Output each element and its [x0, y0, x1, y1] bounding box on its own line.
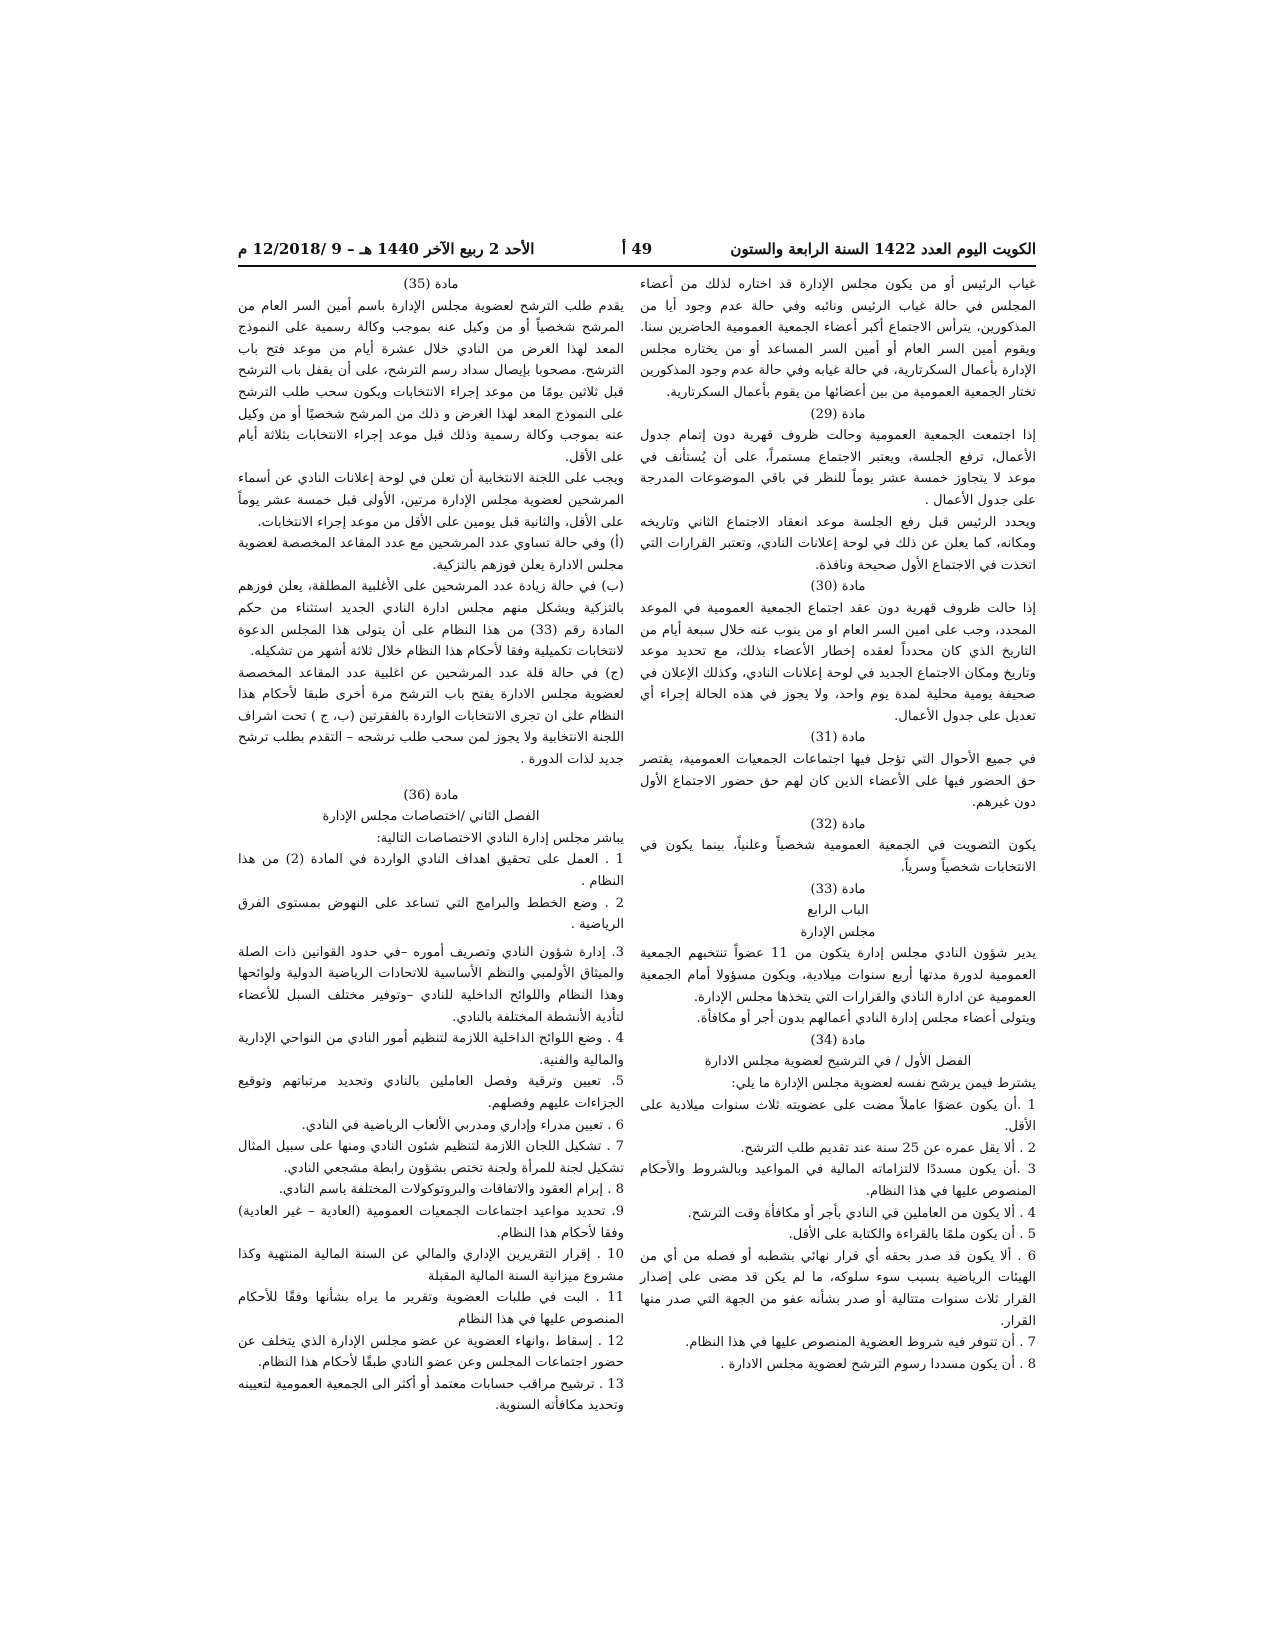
section-one-heading: الفصل الأول / في الترشيح لعضوية مجلس الادارة [704, 1054, 972, 1070]
powers-intro: يباشر مجلس إدارة النادي الاختصاصات التالية: [376, 830, 624, 846]
article-33-heading: مادة (33) [810, 881, 866, 897]
header-issue-info: الكويت اليوم العدد 1422 السنة الرابعة والستون [730, 240, 1036, 258]
paragraph-article-29: إذا اجتمعت الجمعية العمومية وحالت ظروف قهرية دون إتمام جدول الأعمال، ترفع الجلسة، ويعتبر الاجتماع مستمراً، على أن يُستأنف في موعد لا يتجاوز خمسة عشر يوماً للنظر في باقي الموضوعات المدرجة على جدول الأعمال . [640, 428, 1036, 508]
power-item: 3. إدارة شؤون النادي وتصريف أموره –في حدود القوانين ذات الصلة والميثاق الأولمبي والنظم الأساسية للاتحادات الرياضية الدولية ولوائحها وهذا النظام واللوائح الداخلية للنادي –وتوفير مختلف السبل للأعضاء لتأدية الأنشطة المختلفة بالنادي. [238, 944, 624, 1025]
paragraph-article-31: في جميع الأحوال التي تؤجل فيها اجتماعات الجمعيات العمومية، يقتصر حق الحضور فيها على الأعضاء الذين كان لهم حق حضور الاجتماع الأول دون غيرهم. [640, 752, 1036, 811]
power-item: 8 . إبرام العقود والاتفاقات والبروتوكولات المختلفة باسم النادي. [278, 1182, 624, 1198]
paragraph-board-unpaid: ويتولى أعضاء مجلس إدارة النادي أعمالهم بدون أجر أو مكافأة. [696, 1011, 1036, 1027]
power-item: 5. تعيين وترقية وفصل العاملين بالنادي وتحديد مرتباتهم وتوقيع الجزاءات عليهم وفصلهم. [238, 1074, 624, 1111]
page-header [238, 240, 1036, 266]
paragraph-session-adjournment: ويحدد الرئيس قبل رفع الجلسة موعد انعقاد الاجتماع الثاني وتاريخه ومكانه، كما يعلن عن ذلك في لوحة إعلانات النادي، وتعتبر القرارات التي اتخذت في الاجتماع الأول صحيحة ونافذة. [640, 514, 1036, 573]
condition-item: 3 .أن يكون مسددًا لالتزاماته المالية في المواعيد وبالشروط والأحكام المنصوص عليها في هذا النظام. [640, 1162, 1036, 1199]
header-date: الأحد 2 ربيع الآخر 1440 هـ – 9 /12/2018 م [238, 240, 535, 258]
power-item: 11 . البت في طلبات العضوية وتقرير ما يراه بشأنها وفقًا للأحكام المنصوص عليها في هذا النظام [238, 1290, 624, 1327]
power-item: 12 . إسقاط ،وانهاء العضوية عن عضو مجلس الإدارة الذي يتخلف عن حضور اجتماعات المجلس وعن عضو النادي طبقًا لأحكام هذا النظام. [238, 1333, 624, 1371]
power-item: 7 . تشكيل اللجان اللازمة لتنظيم شئون النادي ومنها على سبيل المثال تشكيل لجنة للمرأة ولجنة تختص بشؤون رابطة مشجعي النادي. [238, 1139, 624, 1176]
paragraph-clause-a: (أ) وفي حالة تساوي عدد المرشحين مع عدد المقاعد المخصصة لعضوية مجلس الادارة يعلن فوزهم بالتزكية. [238, 536, 624, 573]
power-item: 1 . العمل على تحقيق اهداف النادي الواردة في المادة (2) من هذا النظام . [238, 852, 624, 890]
article-31-heading: مادة (31) [810, 730, 866, 746]
article-35-heading: مادة (35) [403, 277, 459, 292]
chapter-four-heading: الباب الرابع [807, 903, 869, 919]
condition-item: 2 . ألا يقل عمره عن 25 سنة عند تقديم طلب الترشح. [740, 1140, 1036, 1156]
paragraph-chairman-absence: غياب الرئيس أو من يكون مجلس الإدارة قد اختاره لذلك من أعضاء المجلس في حالة غياب الرئيس ونائبه وفي حالة عدم وجود أيا من المذكورين، يترأس الاجتماع أكبر أعضاء الجمعية العمومية الحاضرين سنا. ويقوم أمين السر العام أو أمين السر المساعد أو من يختاره مجلس الإدارة بأعمال السكرتارية، في حالة غيابه وفي حالة عدم وجود المذكورين تختار الجمعية العمومية من بين أعضائها من يقوم بأعمال السكرتارية. [640, 277, 1036, 400]
power-item: 6 . تعيين مدراء وإداري ومدربي الألعاب الرياضية في النادي. [301, 1117, 624, 1133]
condition-item: 6 . ألا يكون قد صدر بحقه أي قرار نهائي بشطبه أو فصله من أي من الهيئات الرياضية بسبب سوء سلوكه، ما لم يكن قد مضى على إصدار القرار ثلاث سنوات متتالية أو صدر بشأنه عفو من الجهة التي صدر منها القرار. [640, 1248, 1036, 1329]
condition-item: 8 . أن يكون مسددا رسوم الترشح لعضوية مجلس الادارة . [720, 1356, 1036, 1372]
header-page-number: 49 أ [621, 240, 653, 258]
power-item: 13 . ترشيح مراقب حسابات معتمد أو أكثر الى الجمعية العمومية لتعيينه وتحديد مكافأته السنوية. [238, 1376, 624, 1414]
board-heading: مجلس الإدارة [800, 924, 876, 940]
condition-item: 7 . أن تتوفر فيه شروط العضوية المنصوص عليها في هذا النظام. [685, 1335, 1036, 1351]
article-30-heading: مادة (30) [810, 579, 866, 595]
paragraph-clause-c: (ج) في حالة قلة عدد المرشحين عن اغلبية عدد المقاعد المخصصة لعضوية مجلس الادارة يفتح باب الترشح مرة أخرى طبقا لأحكام هذا النظام على ان تجرى الانتخابات الواردة بالفقرتين (ب، ج ) تحت اشراف اللجنة الانتخابية ولا يجوز لمن سحب طلب ترشحه – التقدم بطلب ترشح جديد لذات الدورة . [238, 665, 624, 768]
power-item: 9. تحديد مواعيد اجتماعات الجمعيات العمومية (العادية – غير العادية) وفقا لأحكام هذا النظام. [238, 1203, 624, 1241]
article-34-heading: مادة (34) [810, 1032, 866, 1048]
left-column [238, 274, 624, 1417]
paragraph-article-35: يقدم طلب الترشح لعضوية مجلس الإدارة باسم أمين السر العام من المرشح شخصياً أو من وكيل عنه بموجب وكالة رسمية على النموذج المعد لهذا الغرض من النادي خلال عشرة أيام من موعد فتح باب الترشح. مصحوبا بإيصال سداد رسم الترشح، على أن يقفل باب الترشح قبل ثلاثين يومًا من موعد إجراء الانتخابات ويكون سحب طلب الترشح على النموذج المعد لهذا الغرض و ذلك من المرشح شخصيًا أو من وكيل عنه بموجب وكالة رسمية وذلك قبل موعد إجراء الانتخابات بثلاثة أيام على الأقل. [238, 298, 624, 465]
power-item: 4 . وضع اللوائح الداخلية اللازمة لتنظيم أمور النادي من النواحي الإدارية والمالية والفنية. [238, 1031, 624, 1068]
conditions-intro: يشترط فيمن يرشح نفسه لعضوية مجلس الإدارة ما يلي: [731, 1075, 1036, 1091]
paragraph-article-30: إذا حالت ظروف قهرية دون عقد اجتماع الجمعية العمومية في الموعد المحدد، وجب على امين السر العام او من ينوب عنه خلال سبعة أيام من التاريخ الذي كان محدداً لعقده إخطار الأعضاء بذلك، مع تحديد موعد وتاريخ ومكان الاجتماع الجديد في لوحة إعلانات النادي، وكذلك الإعلان في صحيفة يومية محلية لمدة يوم واحد، ولا يجوز في هذه الحالة إجراء أي تعديل على جدول الأعمال. [640, 600, 1036, 724]
article-32-heading: مادة (32) [810, 816, 866, 832]
paragraph-clause-b: (ب) في حالة زيادة عدد المرشحين على الأغلبية المطلقة، يعلن فوزهم بالتزكية ويشكل منهم مجلس ادارة النادي الجديد استثناء من حكم المادة رقم (33) من هذا النظام على أن يتولى هذا المجلس الدعوة لانتخابات تكميلية وفقا لأحكام هذا النظام خلال ثلاثة أشهر من تشكيله. [238, 579, 624, 660]
paragraph-article-32: يكون التصويت في الجمعية العمومية شخصياً وعلنياً، بينما يكون في الانتخابات شخصياً وسرياً. [640, 838, 1036, 876]
condition-item: 5 . أن يكون ملمًا بالقراءة والكتابة على الأقل. [788, 1227, 1036, 1243]
condition-item: 4 . ألا يكون من العاملين في النادي بأجر أو مكافأة وقت الترشح. [687, 1205, 1036, 1221]
header-rule [238, 265, 1036, 267]
condition-item: 1 .أن يكون عضوًا عاملاً مضت على عضويته ثلاث سنوات ميلادية على الأقل. [640, 1097, 1036, 1135]
right-column [640, 274, 1036, 1375]
spacer [238, 771, 624, 785]
paragraph-candidates-announcement: ويجب على اللجنة الانتخابية أن تعلن في لوحة إعلانات النادي عن أسماء المرشحين لعضوية مجلس الإدارة مرتين، الأولى قبل خمسة عشر يوماً على الأقل، والثانية قبل يومين على الأقل من موعد إجراء الانتخابات. [238, 471, 624, 530]
article-29-heading: مادة (29) [810, 406, 866, 422]
power-item: 2 . وضع الخطط والبرامج التي تساعد على النهوض بمستوى الفرق الرياضية . [238, 895, 624, 933]
article-36-heading: مادة (36) [403, 787, 459, 803]
section-two-heading: الفصل الثاني /اختصاصات مجلس الإدارة [322, 809, 540, 825]
paragraph-article-33: يدير شؤون النادي مجلس إدارة يتكون من 11 عضواً تنتخبهم الجمعية العمومية لدورة مدتها أربع سنوات ميلادية، ويكون مسؤولا أمام الجمعية العمومية عن ادارة النادي والقرارات التي يتخذها مجلس الإدارة. [640, 946, 1036, 1005]
power-item: 10 . إقرار التقريرين الإداري والمالي عن السنة المالية المنتهية وكذا مشروع ميزانية السنة المالية المقبلة [238, 1247, 624, 1284]
